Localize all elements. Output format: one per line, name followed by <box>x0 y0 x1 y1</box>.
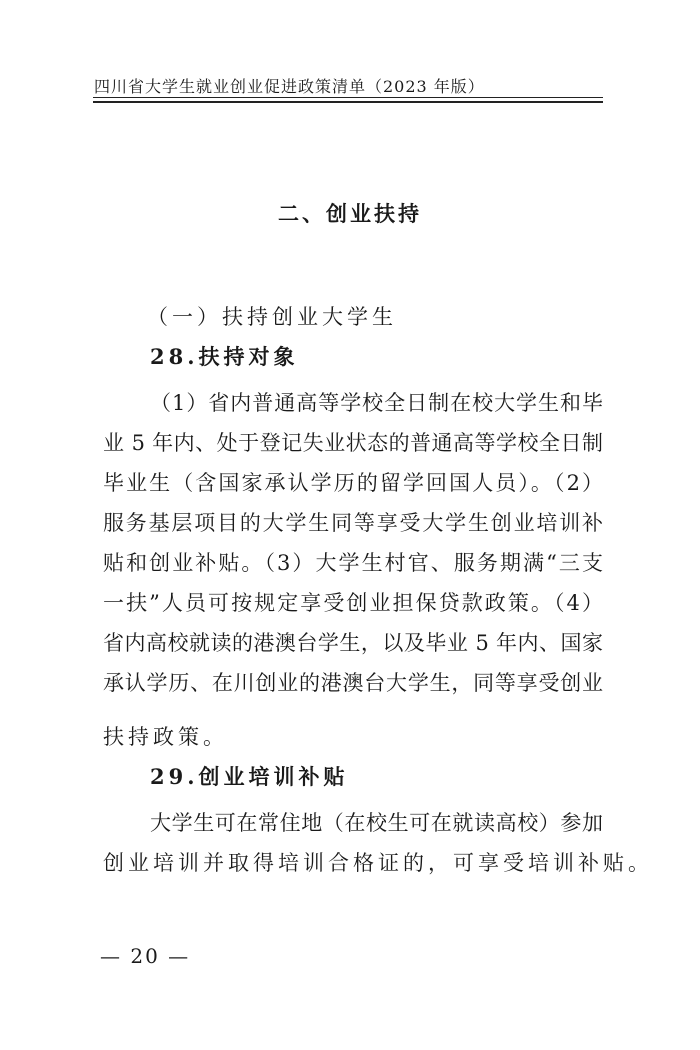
paragraph-line: 一扶”人员可按规定享受创业担保贷款政策。（4） <box>103 591 603 615</box>
paragraph-line: 创业培训并取得培训合格证的，可享受培训补贴。 <box>103 851 653 875</box>
paragraph-line: 省内高校就读的港澳台学生，以及毕业 5 年内、国家 <box>103 631 603 655</box>
paragraph-line: 毕业生（含国家承认学历的留学回国人员）。（2） <box>103 471 603 495</box>
subsection-heading: （一）扶持创业大学生 <box>147 305 397 329</box>
paragraph-line: 大学生可在常住地（在校生可在就读高校）参加 <box>150 811 603 835</box>
item-29-heading: 29.创业培训补贴 <box>150 764 349 789</box>
page-number: — 20 — <box>100 944 191 968</box>
paragraph-line: 承认学历、在川创业的港澳台大学生，同等享受创业 <box>103 671 603 695</box>
running-header: 四川省大学生就业创业促进政策清单（2023 年版） <box>94 77 485 96</box>
paragraph-line: 服务基层项目的大学生同等享受大学生创业培训补 <box>103 511 603 535</box>
item-28-heading: 28.扶持对象 <box>150 344 299 369</box>
paragraph-line: 贴和创业补贴。（3）大学生村官、服务期满“三支 <box>103 551 603 575</box>
section-title: 二、创业扶持 <box>278 201 422 226</box>
paragraph-line: 扶持政策。 <box>103 725 228 749</box>
paragraph-line: （1）省内普通高等学校全日制在校大学生和毕 <box>150 391 603 415</box>
paragraph-line: 业 5 年内、处于登记失业状态的普通高等学校全日制 <box>103 431 603 455</box>
header-double-rule <box>93 97 603 103</box>
